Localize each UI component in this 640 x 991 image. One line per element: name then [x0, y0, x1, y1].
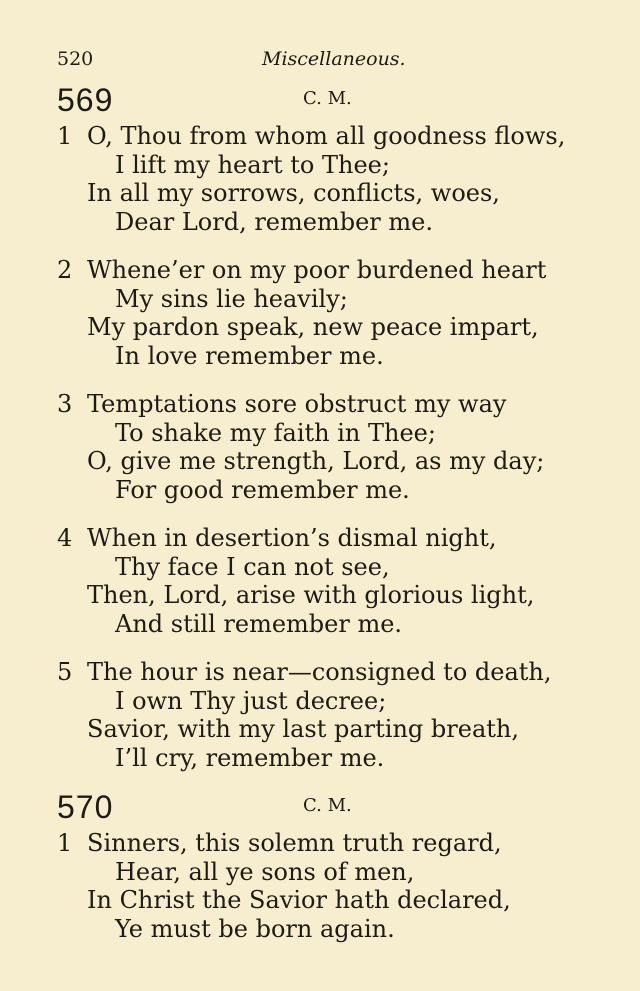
- verse-line: My pardon speak, new peace impart,: [87, 313, 539, 341]
- hymn-number: 569: [57, 82, 114, 118]
- stanza-1: [0, 829, 640, 943]
- verse-line: My sins lie heavily;: [115, 284, 348, 313]
- verse-line: To shake my faith in Thee;: [115, 418, 436, 447]
- verse-line: Then, Lord, arise with glorious light,: [87, 581, 535, 609]
- stanza-number: 3: [57, 390, 73, 418]
- stanza-3: [0, 390, 640, 504]
- hymn-number: 570: [57, 789, 114, 825]
- verse-line: Whene’er on my poor burdened heart: [87, 256, 547, 284]
- hymn-meter: C. M.: [303, 88, 352, 109]
- stanza-1: [0, 122, 640, 236]
- hymn-570: [0, 789, 640, 963]
- stanza-4: [0, 524, 640, 638]
- verse-line: I’ll cry, remember me.: [115, 743, 385, 772]
- verse-line: Thy face I can not see,: [115, 552, 390, 581]
- stanza-number: 4: [57, 524, 73, 552]
- verse-line: In love remember me.: [115, 341, 384, 370]
- hymn-header: [0, 789, 640, 829]
- page-number: 520: [57, 48, 94, 70]
- verse-line: I own Thy just decree;: [115, 686, 387, 715]
- running-head: [0, 48, 640, 72]
- stanza-number: 2: [57, 256, 73, 284]
- verse-line: Sinners, this solemn truth regard,: [87, 829, 502, 857]
- verse-line: In all my sorrows, conflicts, woes,: [87, 179, 500, 207]
- verse-line: Savior, with my last parting breath,: [87, 715, 519, 743]
- hymn-header: [0, 82, 640, 122]
- verse-line: Ye must be born again.: [115, 914, 395, 943]
- verse-line: For good remember me.: [115, 475, 410, 504]
- section-title: Miscellaneous.: [262, 48, 406, 70]
- stanza-5: [0, 658, 640, 772]
- verse-line: Hear, all ye sons of men,: [115, 857, 415, 886]
- hymn-meter: C. M.: [303, 795, 352, 816]
- verse-line: The hour is near—consigned to death,: [87, 658, 552, 686]
- verse-line: When in desertion’s dismal night,: [87, 524, 497, 552]
- stanza-number: 1: [57, 122, 73, 150]
- verse-line: In Christ the Savior hath declared,: [87, 886, 511, 914]
- verse-line: O, give me strength, Lord, as my day;: [87, 447, 545, 475]
- stanza-number: 5: [57, 658, 73, 686]
- verse-line: Dear Lord, remember me.: [115, 207, 433, 236]
- verse-line: O, Thou from whom all goodness flows,: [87, 122, 566, 150]
- verse-line: I lift my heart to Thee;: [115, 150, 390, 179]
- stanza-2: [0, 256, 640, 370]
- hymn-569: [0, 82, 640, 792]
- verse-line: Temptations sore obstruct my way: [87, 390, 507, 418]
- verse-line: And still remember me.: [115, 609, 403, 638]
- stanza-number: 1: [57, 829, 73, 857]
